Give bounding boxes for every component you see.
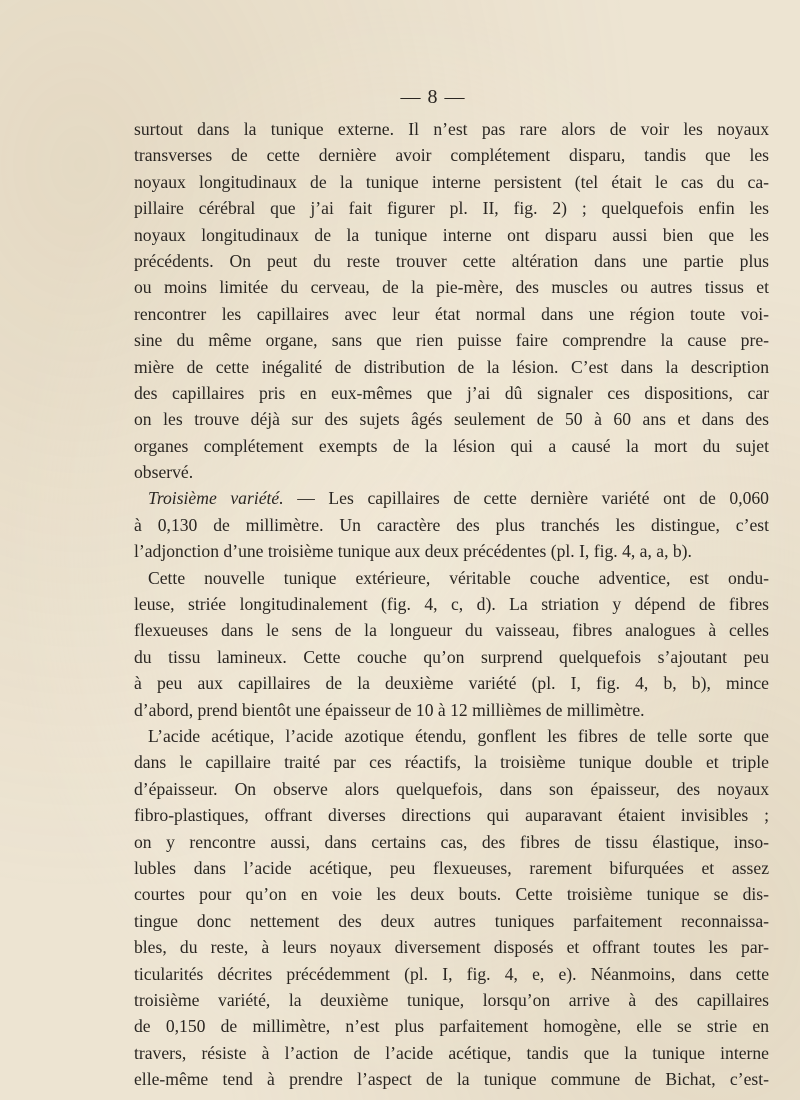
text-line: mière de cette inégalité de distribution de la lésion. C’est dans la description	[134, 356, 769, 377]
text-line: pillaire cérébral que j’ai fait figurer pl. II, fig. 2) ; quelquefois enfin les	[134, 198, 769, 219]
text-line: elle-même tend à prendre l’aspect de la tunique commune de Bichat, c’est-	[134, 1069, 769, 1090]
text-line: rencontrer les capillaires avec leur état normal dans une région toute voi-	[134, 303, 769, 324]
text-line: précédents. On peut du reste trouver cette altération dans une partie plus	[134, 250, 769, 271]
text-line: l’adjonction d’une troisième tunique aux deux précédentes (pl. I, fig. 4, a, a, b).	[134, 541, 692, 562]
text-line: de 0,150 de millimètre, n’est plus parfaitement homogène, elle se strie en	[134, 1016, 769, 1037]
text-line: des capillaires pris en eux-mêmes que j’ai dû signaler ces dispositions, car	[134, 382, 769, 403]
text-line: flexueuses dans le sens de la longueur du vaisseau, fibres analogues à celles	[134, 620, 769, 641]
text-line: à peu aux capillaires de la deuxième variété (pl. I, fig. 4, b, b), mince	[134, 673, 769, 694]
text-line: lubles dans l’acide acétique, peu flexueuses, rarement bifurquées et assez	[134, 857, 769, 878]
text-line: organes complétement exempts de la lésion qui a causé la mort du sujet	[134, 435, 769, 456]
text-line: d’épaisseur. On observe alors quelquefois, dans son épaisseur, des noyaux	[134, 778, 769, 799]
body-text	[134, 116, 769, 1092]
text-line: travers, résiste à l’action de l’acide acétique, tandis que la tunique interne	[134, 1042, 769, 1063]
text-line	[134, 485, 769, 511]
section-heading: Troisième variété.	[148, 488, 284, 509]
text-line: à 0,130 de millimètre. Un caractère des plus tranchés les distingue, c’est	[134, 514, 769, 535]
text-line: courtes pour qu’on en voie les deux bouts. Cette troisième tunique se dis-	[134, 884, 769, 905]
text-line: tingue donc nettement des deux autres tuniques parfaitement reconnaissa-	[134, 910, 769, 931]
text-line: Cette nouvelle tunique extérieure, véritable couche adventice, est ondu-	[148, 567, 769, 588]
text-line: noyaux longitudinaux de la tunique interne persistent (tel était le cas du ca-	[134, 171, 769, 192]
text-line: L’acide acétique, l’acide azotique étendu, gonflent les fibres de telle sorte que	[148, 725, 769, 746]
text-line: noyaux longitudinaux de la tunique interne ont disparu aussi bien que les	[134, 224, 769, 245]
text-line: du tissu lamineux. Cette couche qu’on surprend quelquefois s’ajoutant peu	[134, 646, 769, 667]
text-line: leuse, striée longitudinalement (fig. 4, c, d). La striation y dépend de fibres	[134, 594, 769, 615]
text-line: fibro-plastiques, offrant diverses directions qui auparavant étaient invisibles ;	[134, 805, 769, 826]
text-line: d’abord, prend bientôt une épaisseur de 10 à 12 millièmes de millimètre.	[134, 699, 645, 720]
text-line: transverses de cette dernière avoir complétement disparu, tandis que les	[134, 145, 769, 166]
text-line: on y rencontre aussi, dans certains cas, des fibres de tissu élastique, inso-	[134, 831, 769, 852]
text-line: troisième variété, la deuxième tunique, lorsqu’on arrive à des capillaires	[134, 989, 769, 1010]
text-line: dans le capillaire traité par ces réactifs, la troisième tunique double et triple	[134, 752, 769, 773]
text-line: ticularités décrites précédemment (pl. I, fig. 4, e, e). Néanmoins, dans cette	[134, 963, 769, 984]
text-line: on les trouve déjà sur des sujets âgés seulement de 50 à 60 ans et dans des	[134, 409, 769, 430]
text-line: observé.	[134, 462, 194, 483]
line-text: — Les capillaires de cette dernière variété ont de 0,060	[283, 488, 769, 509]
text-line: surtout dans la tunique externe. Il n’est pas rare alors de voir les noyaux	[134, 119, 769, 139]
page-number: — 8 —	[400, 86, 466, 108]
text-line: ou moins limitée du cerveau, de la pie-mère, des muscles ou autres tissus et	[134, 277, 769, 298]
text-line: bles, du reste, à leurs noyaux diversement disposés et offrant toutes les par-	[134, 937, 769, 958]
text-line: sine du même organe, sans que rien puisse faire comprendre la cause pre-	[134, 330, 769, 351]
